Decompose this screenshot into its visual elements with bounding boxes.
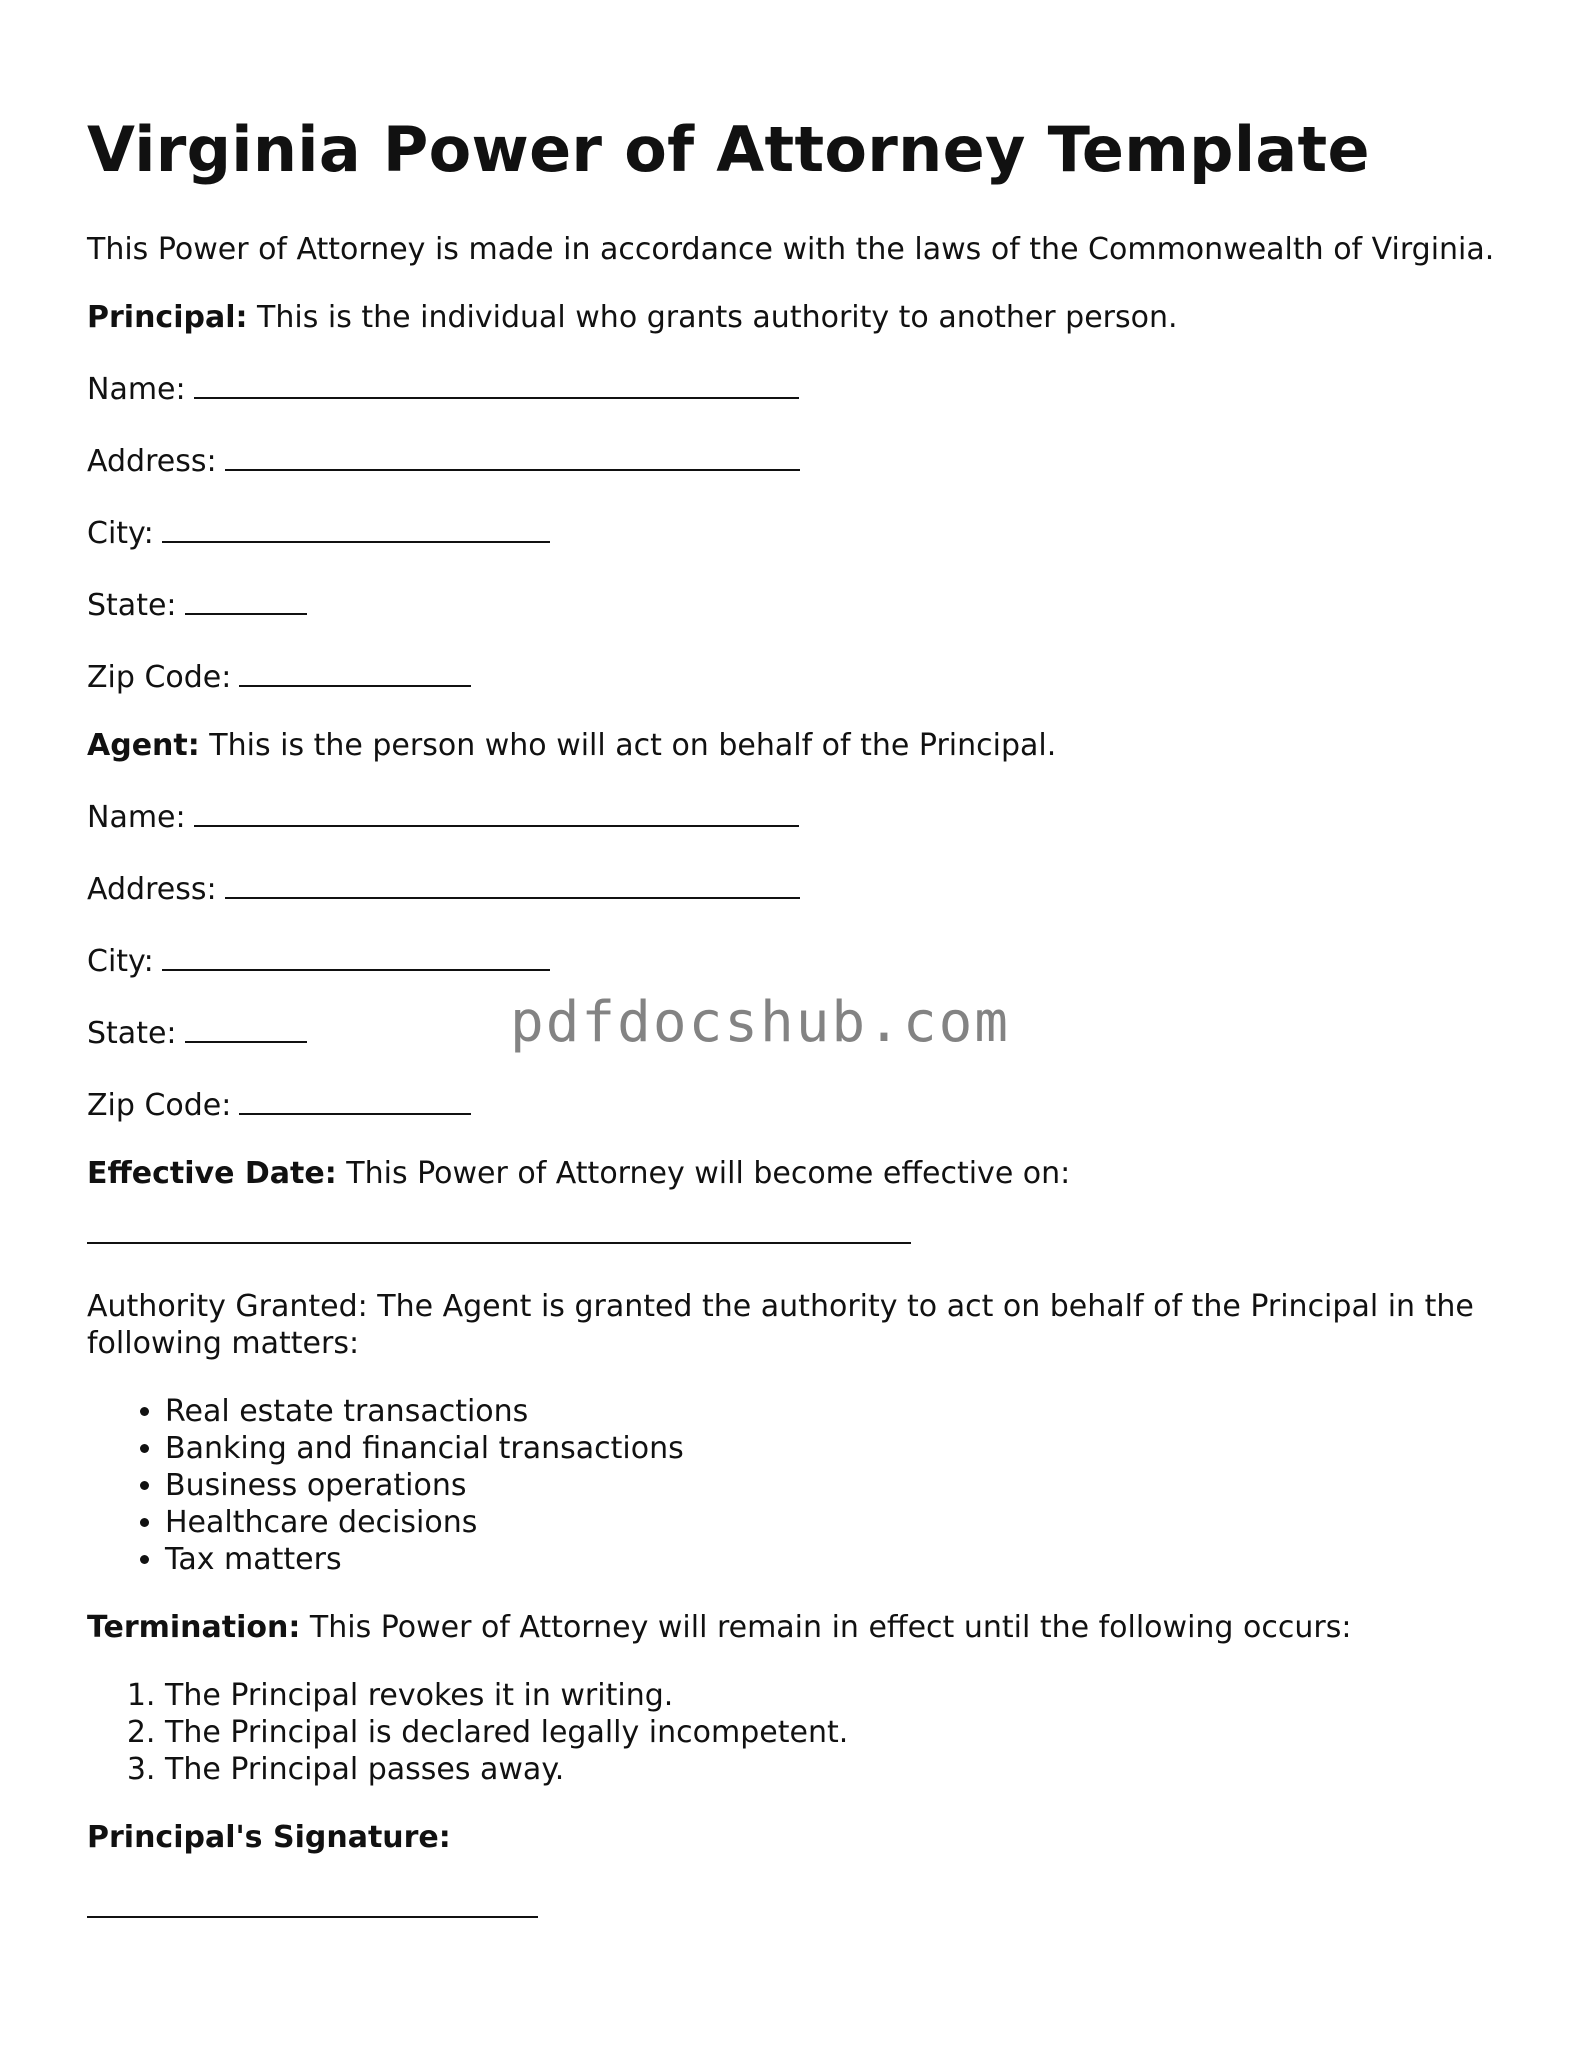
effective-date-description: This Power of Attorney will become effective on: (336, 1156, 1071, 1191)
principal-state-label: State: (87, 588, 177, 623)
agent-name-field (87, 795, 1507, 836)
signature-blank[interactable] (87, 1914, 538, 1918)
agent-name-label: Name: (87, 800, 186, 835)
effective-date-label: Effective Date: (87, 1156, 337, 1191)
principal-label: Principal: (87, 300, 248, 335)
effective-date-heading (87, 1155, 1507, 1192)
signature-heading (87, 1819, 1507, 1856)
watermark: pdfdocshub.com (510, 990, 1011, 1055)
authority-list (87, 1393, 1507, 1578)
list-item: 2. The Principal is declared legally incompetent. (165, 1714, 1507, 1751)
intro-paragraph: This Power of Attorney is made in accordance with the laws of the Commonwealth of Virginia. (87, 232, 1495, 267)
agent-zip-field (87, 1083, 1507, 1124)
principal-city-field (87, 511, 1507, 552)
principal-zip-blank[interactable] (239, 655, 471, 687)
agent-label: Agent: (87, 728, 200, 763)
agent-description: This is the person who will act on behalf of the Principal. (199, 728, 1057, 763)
agent-address-label: Address: (87, 872, 217, 907)
principal-state-field (87, 583, 1507, 624)
principal-city-label: City: (87, 516, 154, 551)
principal-address-label: Address: (87, 444, 217, 479)
principal-section-heading (87, 299, 1507, 336)
agent-city-label: City: (87, 944, 154, 979)
agent-section-heading (87, 727, 1507, 764)
principal-zip-label: Zip Code: (87, 660, 232, 695)
termination-label: Termination: (87, 1610, 301, 1645)
principal-name-blank[interactable] (194, 367, 799, 399)
principal-name-field (87, 367, 1507, 408)
list-item: 1. The Principal revokes it in writing. (165, 1677, 1507, 1714)
principal-description: This is the individual who grants authority to another person. (247, 300, 1178, 335)
principal-address-field (87, 439, 1507, 480)
principal-zip-field (87, 655, 1507, 696)
signature-label: Principal's Signature: (87, 1820, 451, 1855)
agent-address-blank[interactable] (225, 867, 800, 899)
agent-zip-blank[interactable] (239, 1083, 471, 1115)
list-item: 3. The Principal passes away. (165, 1751, 1507, 1788)
agent-name-blank[interactable] (194, 795, 799, 827)
list-item: • Real estate transactions (165, 1393, 1507, 1430)
agent-state-label: State: (87, 1016, 177, 1051)
page-title: Virginia Power of Attorney Template (87, 113, 1370, 186)
authority-granted-text: Authority Granted: The Agent is granted the authority to act on behalf of the Principal in the following matters: (87, 1289, 1474, 1361)
termination-heading (87, 1609, 1507, 1646)
agent-zip-label: Zip Code: (87, 1088, 232, 1123)
termination-description: This Power of Attorney will remain in effect until the following occurs: (300, 1610, 1352, 1645)
list-item: • Banking and financial transactions (165, 1430, 1507, 1467)
principal-city-blank[interactable] (162, 511, 550, 543)
agent-city-field (87, 939, 1507, 980)
list-item: • Business operations (165, 1467, 1507, 1504)
agent-state-blank[interactable] (185, 1011, 307, 1043)
termination-list (87, 1677, 1507, 1788)
agent-address-field (87, 867, 1507, 908)
agent-city-blank[interactable] (162, 939, 550, 971)
principal-address-blank[interactable] (225, 439, 800, 471)
principal-state-blank[interactable] (185, 583, 307, 615)
list-item: • Healthcare decisions (165, 1504, 1507, 1541)
principal-name-label: Name: (87, 372, 186, 407)
list-item: • Tax matters (165, 1541, 1507, 1578)
effective-date-blank[interactable] (87, 1240, 911, 1244)
